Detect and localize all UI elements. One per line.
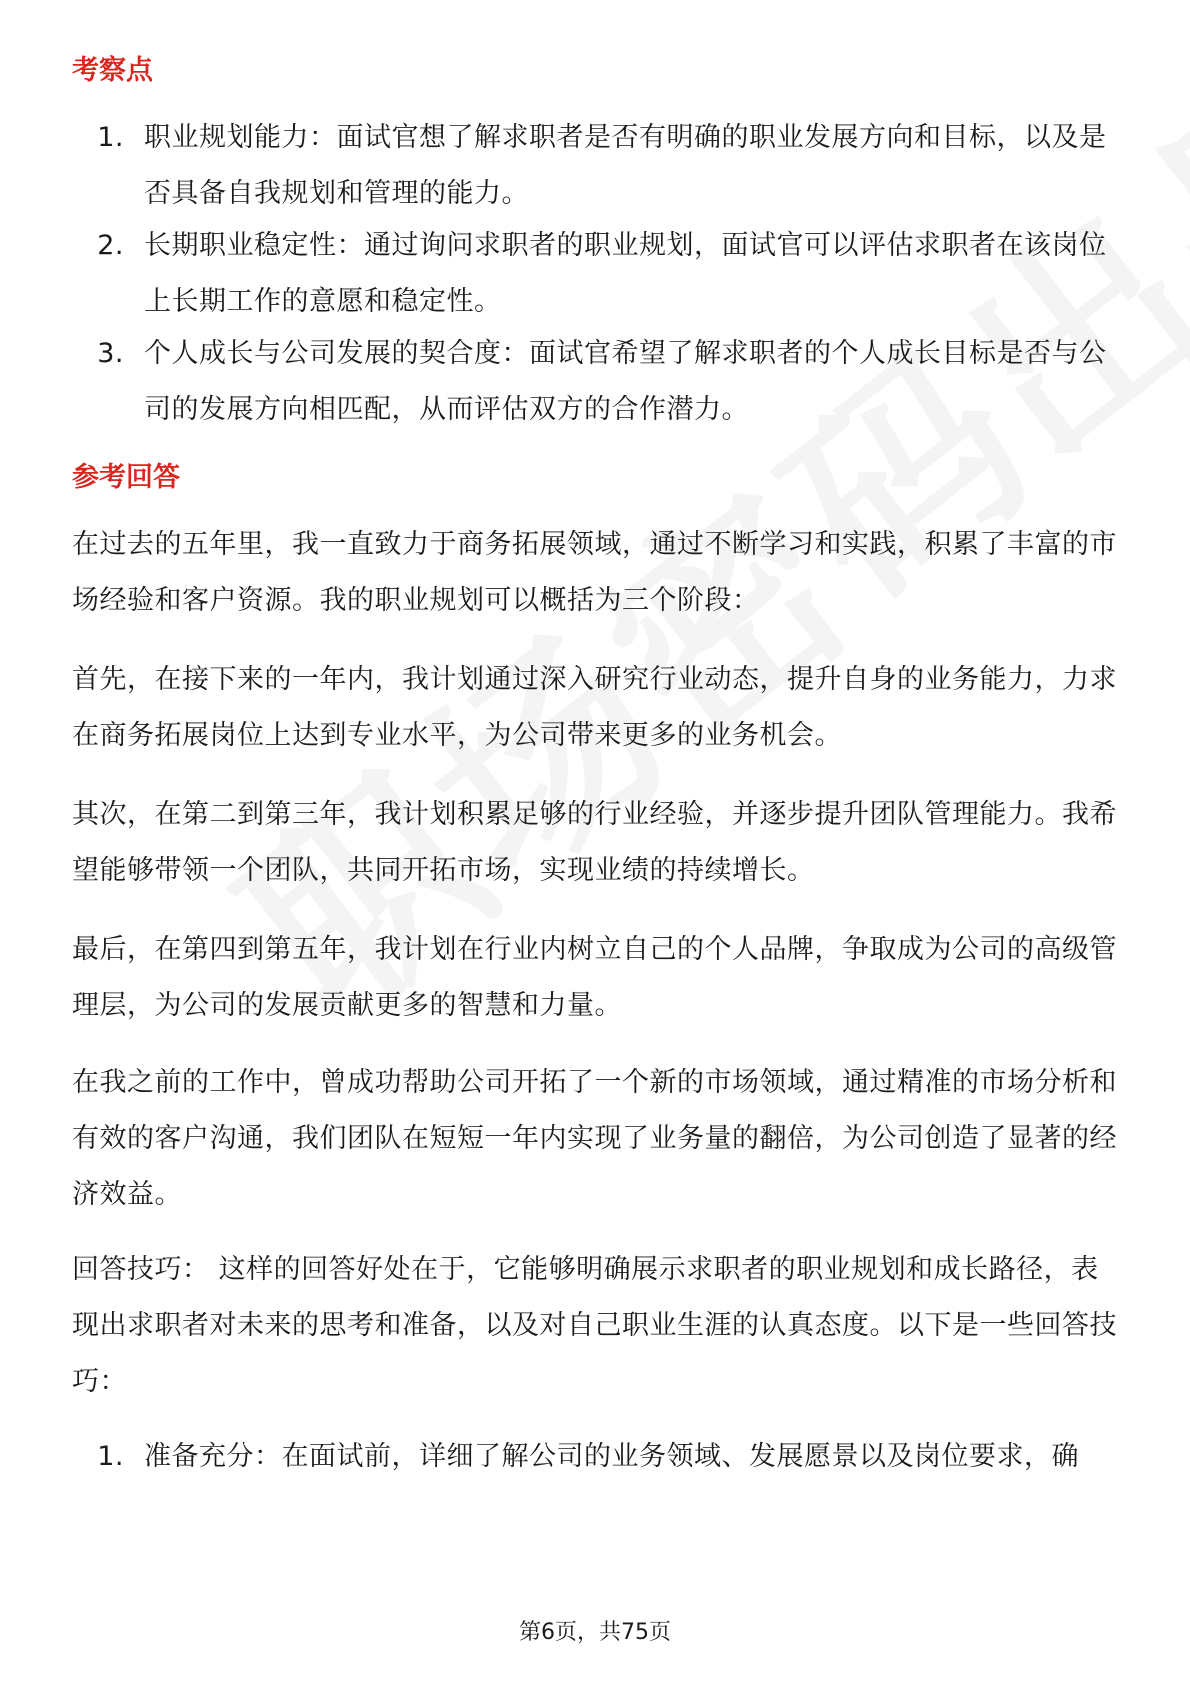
- list-item-number: 1.: [97, 122, 124, 153]
- answer-tips-paragraph: 回答技巧： 这样的回答好处在于，它能够明确展示求职者的职业规划和成长路径，表现出求职者对未来的思考和准备，以及对自己职业生涯的认真态度。以下是一些回答技巧：: [72, 1254, 1117, 1397]
- answer-paragraph: 在我之前的工作中，曾成功帮助公司开拓了一个新的市场领域，通过精准的市场分析和有效的客户沟通，我们团队在短短一年内实现了业务量的翻倍，为公司创造了显著的经济效益。: [72, 1067, 1117, 1210]
- list-item-text: 长期职业稳定性：通过询问求职者的职业规划，面试官可以评估求职者在该岗位上长期工作的意愿和稳定性。: [144, 230, 1107, 317]
- answer-paragraph: 其次，在第二到第三年，我计划积累足够的行业经验，并逐步提升团队管理能力。我希望能够带领一个团队，共同开拓市场，实现业绩的持续增长。: [72, 799, 1117, 886]
- page-number: 第6页，共75页: [519, 1620, 671, 1645]
- list-item-text: 职业规划能力：面试官想了解求职者是否有明确的职业发展方向和目标，以及是否具备自我规划和管理的能力。: [144, 122, 1107, 209]
- section-heading-answer: 参考回答: [72, 462, 180, 493]
- answer-paragraph: 最后，在第四到第五年，我计划在行业内树立自己的个人品牌，争取成为公司的高级管理层，为公司的发展贡献更多的智慧和力量。: [72, 934, 1117, 1021]
- list-item: [72, 218, 1117, 330]
- list-item: [72, 1429, 1117, 1485]
- list-item-number: 3.: [97, 338, 124, 369]
- answer-paragraph: 在过去的五年里，我一直致力于商务拓展领域，通过不断学习和实践，积累了丰富的市场经验和客户资源。我的职业规划可以概括为三个阶段：: [72, 529, 1117, 616]
- list-item-text: 个人成长与公司发展的契合度：面试官希望了解求职者的个人成长目标是否与公司的发展方向相匹配，从而评估双方的合作潜力。: [144, 338, 1107, 425]
- list-item: [72, 326, 1117, 438]
- list-item-number: 1.: [97, 1441, 124, 1472]
- section-heading-points: 考察点: [72, 55, 153, 86]
- list-item-text: 准备充分：在面试前，详细了解公司的业务领域、发展愿景以及岗位要求，确: [144, 1441, 1079, 1472]
- list-item: [72, 110, 1117, 222]
- list-item-number: 2.: [97, 230, 124, 261]
- answer-paragraph: 首先，在接下来的一年内，我计划通过深入研究行业动态，提升自身的业务能力，力求在商务拓展岗位上达到专业水平，为公司带来更多的业务机会。: [72, 664, 1117, 751]
